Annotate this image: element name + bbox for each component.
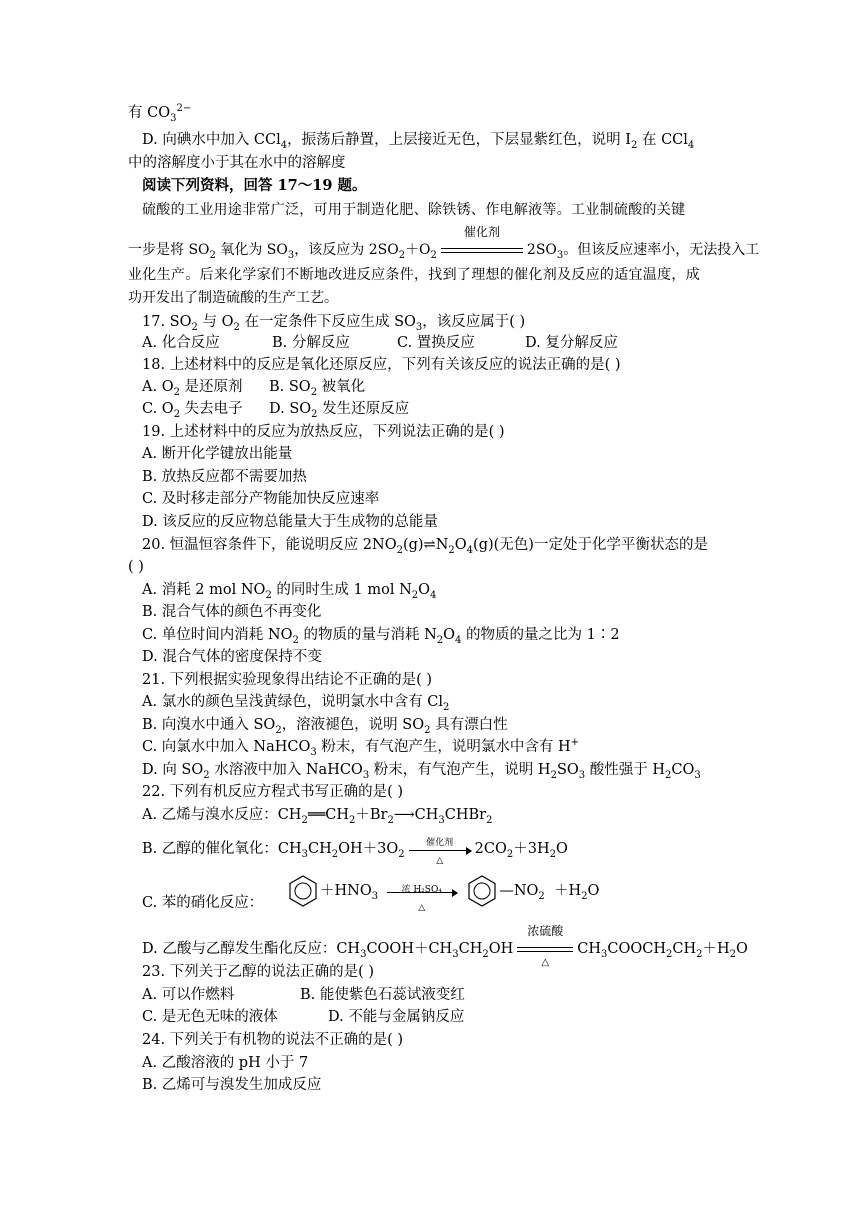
benzene-ring-icon xyxy=(465,874,499,908)
section-heading: 阅读下列资料，回答 17～19 题。 xyxy=(142,177,367,194)
options-18-ab: A. $O_2$ 是还原剂 B. $SO_2$ 被氧化 xyxy=(142,379,366,398)
option: C. 单位时间内消耗 $NO_2$ 的物质的量与消耗 $N_2O_4$ 的物质的量之比为 1∶2 xyxy=(142,627,620,646)
question-23: 23. 下列关于乙醇的说法正确的是( ) xyxy=(142,964,375,980)
options-23-cd: C. 是无色无味的液体 D. 不能与金属钠反应 xyxy=(142,1009,465,1025)
option: D. 混合气体的密度保持不变 xyxy=(142,649,322,665)
option: B. 乙醇的催化氧化：$CH_3CH_2OH+3O_2$ 催化剂 △ $2CO_2+3H_2O$ xyxy=(142,838,568,866)
equilibrium-arrow: 浓硫酸 △ xyxy=(517,939,573,959)
reaction-arrow: 浓 H₂SO₄ △ xyxy=(387,881,457,901)
options-18-cd: C. $O_2$ 失去电子 D. $SO_2$ 发生还原反应 xyxy=(142,401,410,420)
question-22: 22. 下列有机反应方程式书写正确的是( ) xyxy=(142,784,404,800)
question-24: 24. 下列关于有机物的说法不正确的是( ) xyxy=(142,1032,404,1048)
question-20: 20. 恒温恒容条件下，能说明反应 $2NO_2(g)\rightleftharpoons N_2O_4(g)$(无色)一定处于化学平衡状态的是 xyxy=(142,537,708,556)
option: B. 乙烯可与溴发生加成反应 xyxy=(142,1077,322,1093)
text-line: 中的溶解度小于其在水中的溶解度 xyxy=(128,155,346,171)
option: C. 及时移走部分产物能加快反应速率 xyxy=(142,491,380,507)
passage-line: 硫酸的工业用途非常广泛，可用于制造化肥、除铁锈、作电解液等。工业制硫酸的关键 xyxy=(142,202,686,218)
option: B. 混合气体的颜色不再变化 xyxy=(142,604,322,620)
option: D. 乙酸与乙醇发生酯化反应：$CH_3COOH+CH_3CH_2OH$ 浓硫酸 △ $CH_3COOCH_2CH_2+H_2O$ xyxy=(142,924,748,968)
option: A. 消耗 2 mol $NO_2$ 的同时生成 1 mol $N_2O_4$ xyxy=(142,582,437,601)
passage-line: 一步是将 $SO_2$ 氧化为 $SO_3$，该反应为 $2SO_2+O_2$ 催化剂 $2SO_3$。但该反应速率小，无法投入工 xyxy=(128,225,760,261)
option: C. 向氯水中加入 NaHCO$_3$ 粉末，有气泡产生，说明氯水中含有 H+ xyxy=(142,737,580,758)
question-17: 17. $SO_2$ 与 $O_2$ 在一定条件下反应生成 $SO_3$，该反应属于( ) xyxy=(142,314,526,333)
option-d: D. 向碘水中加入 CCl$_4$，振荡后静置，上层接近无色，下层显紫红色，说明 $I_2$ 在 CCl$_4$ xyxy=(142,132,695,151)
option: C. 苯的硝化反应： xyxy=(142,895,264,911)
option: A. 乙烯与溴水反应：$CH_2══CH_2+Br_2⟶CH_3CHBr_2$ xyxy=(142,807,493,826)
option: B. 向溴水中通入 $SO_2$，溶液褪色，说明 $SO_2$ 具有漂白性 xyxy=(142,717,508,736)
option: A. 乙酸溶液的 pH 小于 7 xyxy=(142,1055,309,1071)
option: D. 该反应的反应物总能量大于生成物的总能量 xyxy=(142,514,438,530)
option: B. 放热反应都不需要加热 xyxy=(142,469,307,485)
option: D. 向 $SO_2$ 水溶液中加入 NaHCO$_3$ 粉末，有气泡产生，说明 $H_2SO_3$ 酸性强于 $H_2CO_3$ xyxy=(142,762,701,781)
text-line: 有 $CO_3^{2-}$ xyxy=(128,103,192,124)
option: A. 断开化学键放出能量 xyxy=(142,446,293,462)
question-18: 18. 上述材料中的反应是氧化还原反应，下列有关该反应的说法正确的是( ) xyxy=(142,357,621,373)
question-19: 19. 上述材料中的反应为放热反应，下列说法正确的是( ) xyxy=(142,424,505,440)
option: A. 氯水的颜色呈浅黄绿色，说明氯水中含有 $Cl_2$ xyxy=(142,694,450,713)
options-17: A. 化合反应 B. 分解反应 C. 置换反应 D. 复分解反应 xyxy=(142,335,618,351)
question-21: 21. 下列根据实验现象得出结论不正确的是( ) xyxy=(142,672,433,688)
nitration-equation: $+HNO_3$ 浓 H₂SO₄ △ $—NO_2 +H_2O$ xyxy=(286,874,599,908)
catalyst-equilibrium-arrow: 催化剂 xyxy=(441,240,523,260)
passage-line: 功开发出了制造硫酸的生产工艺。 xyxy=(128,290,338,306)
reaction-arrow: 催化剂 △ xyxy=(409,839,471,859)
answer-bracket: ( ) xyxy=(128,559,144,575)
options-23-ab: A. 可以作燃料 B. 能使紫色石蕊试液变红 xyxy=(142,987,465,1003)
passage-line: 业化生产。后来化学家们不断地改进反应条件，找到了理想的催化剂及反应的适宜温度，成 xyxy=(128,267,700,283)
benzene-ring-icon xyxy=(286,874,320,908)
